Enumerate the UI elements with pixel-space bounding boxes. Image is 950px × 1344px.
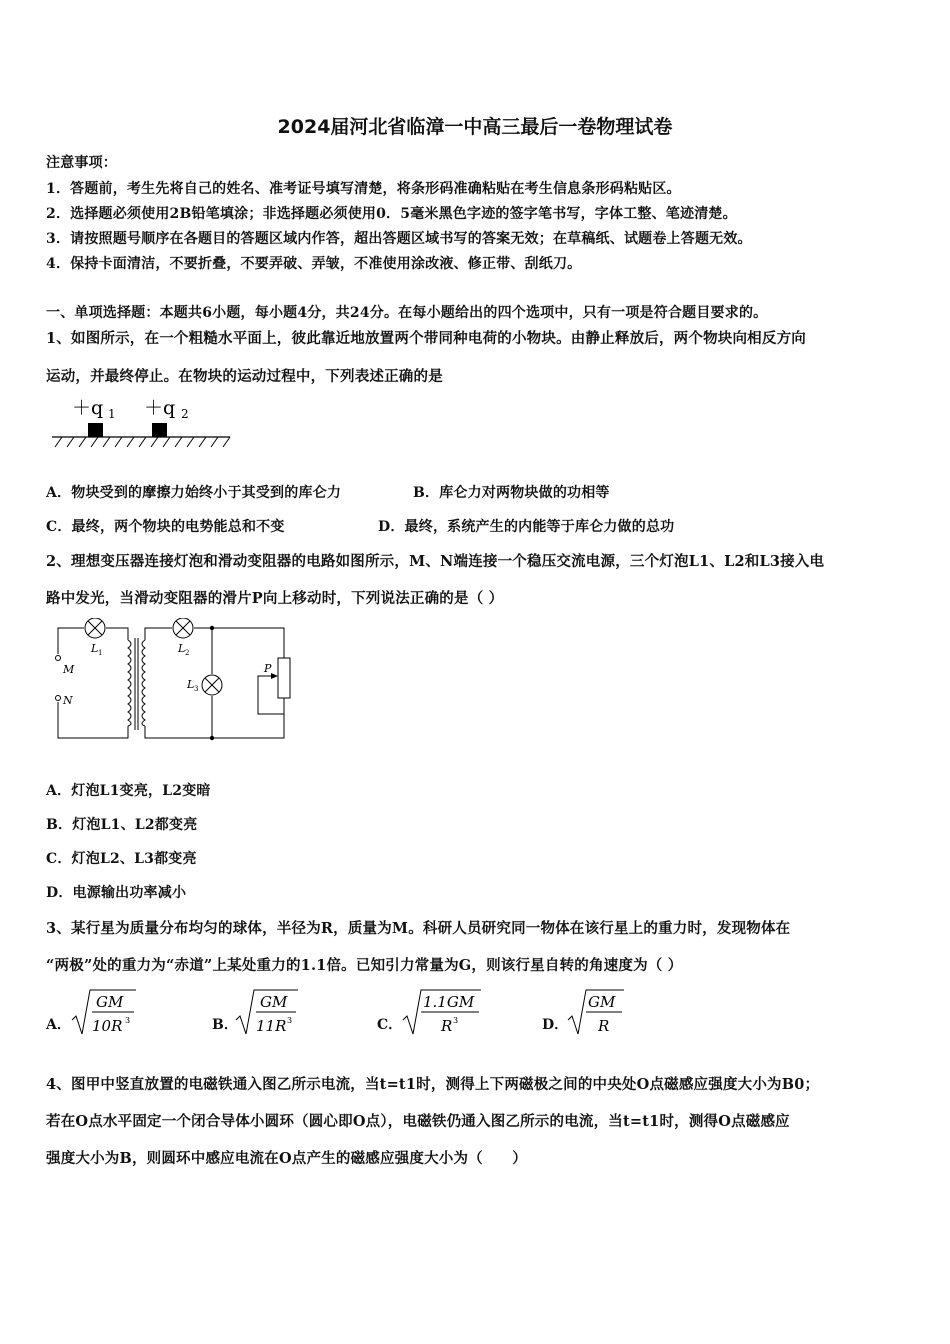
q4-stem-line1: 4、图甲中竖直放置的电磁铁通入图乙所示电流，当t=t1时，测得上下两磁极之间的中央处O点磁感应强度大小为B0； — [46, 1076, 820, 1093]
q2-stem-line2: 路中发光，当滑动变阻器的滑片P向上移动时，下列说法正确的是（ ） — [46, 590, 504, 607]
q1-option-c: C．最终，两个物块的电势能总和不变 — [46, 519, 285, 535]
q1-option-a: A．物块受到的摩擦力始终小于其受到的库仑力 — [46, 485, 342, 501]
q3-a-den: 10R — [92, 1017, 123, 1035]
q3-c-exp: 3 — [453, 1016, 459, 1025]
q2-rheostat — [278, 658, 290, 698]
q3-stem-line2: “两极”处的重力为“赤道”上某处重力的1.1倍。已知引力常量为G，则该行星自转的角速度为（ ） — [46, 957, 683, 974]
q1-option-b: B．库仑力对两物块做的功相等 — [413, 485, 610, 501]
q4-stem-line2: 若在O点水平固定一个闭合导体小圆环（圆心即O点），电磁铁仍通入图乙所示的电流，当t=t1时，测得O点磁感应 — [46, 1113, 790, 1130]
notice-item-4: 4．保持卡面清洁，不要折叠，不要弄破、弄皱，不准使用涂改液、修正带、刮纸刀。 — [46, 256, 582, 272]
q2-label-l3: L — [187, 678, 195, 691]
q3-b-num: GM — [260, 993, 288, 1011]
q2-secondary-coil — [142, 640, 145, 726]
q3-option-c-label: C． — [377, 1017, 403, 1033]
q3-option-b-label: B． — [212, 1017, 238, 1033]
q2-terminal-n — [56, 696, 61, 701]
q1-stem-line2: 运动，并最终停止。在物块的运动过程中，下列表述正确的是 — [46, 368, 443, 385]
q1-charge2-label: ＋q — [144, 397, 176, 419]
q2-label-l2-sub: 2 — [185, 649, 190, 657]
q3-c-den: R — [441, 1017, 453, 1035]
q2-label-l3-sub: 3 — [194, 685, 199, 693]
q2-label-p: P — [264, 662, 272, 675]
q3-c-num: 1.1GM — [423, 993, 475, 1011]
page-title: 2024届河北省临漳一中高三最后一卷物理试卷 — [277, 116, 673, 138]
q2-slider-arrow — [271, 673, 278, 679]
q3-option-c-formula — [401, 986, 501, 1040]
q3-option-b-formula — [234, 986, 324, 1040]
notice-item-3: 3．请按照题号顺序在各题目的答题区域内作答，超出答题区域书写的答案无效；在草稿纸、试题卷上答题无效。 — [46, 231, 752, 247]
notice-heading: 注意事项： — [46, 155, 117, 171]
q3-b-den: 11R — [256, 1017, 287, 1035]
q2-circuit-figure — [44, 618, 304, 746]
q3-a-exp: 3 — [125, 1016, 131, 1025]
q1-block2 — [152, 423, 167, 437]
q1-stem-line1: 1、如图所示，在一个粗糙水平面上，彼此靠近地放置两个带同种电荷的小物块。由静止释放后，两个物块向相反方向 — [46, 330, 806, 347]
q2-stem-line1: 2、理想变压器连接灯泡和滑动变阻器的电路如图所示，M、N端连接一个稳压交流电源，三个灯泡L1、L2和L3接入电 — [46, 553, 825, 570]
q3-stem-line1: 3、某行星为质量分布均匀的球体，半径为R，质量为M。科研人员研究同一物体在该行星上的重力时，发现物体在 — [46, 920, 791, 937]
q3-d-den: R — [598, 1017, 610, 1035]
q4-stem-line3: 强度大小为B，则圆环中感应电流在O点产生的磁感应强度大小为（ ） — [46, 1150, 527, 1167]
q2-option-c: C．灯泡L2、L3都变亮 — [46, 851, 197, 867]
q3-b-exp: 3 — [287, 1016, 293, 1025]
q3-option-a-label: A． — [46, 1017, 71, 1033]
q2-label-m: M — [63, 663, 75, 676]
q1-charge1-sub: 1 — [108, 407, 116, 421]
q3-d-num: GM — [588, 993, 616, 1011]
q2-terminal-m — [56, 656, 61, 661]
q1-option-d: D．最终，系统产生的内能等于库仑力做的总功 — [378, 519, 675, 535]
q2-junction-top — [210, 626, 214, 630]
q2-lamp-l1 — [85, 618, 105, 638]
q2-option-d: D．电源输出功率减小 — [46, 885, 187, 901]
notice-item-1: 1．答题前，考生先将自己的姓名、准考证号填写清楚，将条形码准确粘贴在考生信息条形码粘贴区。 — [46, 181, 681, 197]
notice-item-2: 2．选择题必须使用2B铅笔填涂；非选择题必须使用0．5毫米黑色字迹的签字笔书写，字体工整、笔迹清楚。 — [46, 206, 737, 222]
q2-lamp-l3 — [202, 675, 222, 695]
q1-charge1-label: ＋q — [72, 397, 104, 419]
q1-block1 — [88, 423, 103, 437]
q2-label-l1-sub: 1 — [98, 649, 103, 657]
q3-option-d-formula — [566, 986, 636, 1040]
q3-a-num: GM — [96, 993, 124, 1011]
q2-lamp-l2 — [173, 618, 193, 638]
q3-option-d-label: D． — [542, 1017, 569, 1033]
q2-label-n: N — [63, 694, 73, 707]
q2-option-b: B．灯泡L1、L2都变亮 — [46, 817, 198, 833]
q3-option-a-formula — [70, 986, 160, 1040]
q2-primary-coil — [128, 640, 131, 726]
q2-label-l2: L — [178, 642, 186, 655]
section-heading: 一、单项选择题：本题共6小题，每小题4分，共24分。在每小题给出的四个选项中，只有一项是符合题目要求的。 — [46, 305, 768, 321]
q2-option-a: A．灯泡L1变亮，L2变暗 — [46, 783, 211, 799]
q1-ground-hatch — [55, 437, 230, 447]
q1-charge2-sub: 2 — [181, 407, 189, 421]
q1-figure — [46, 392, 236, 454]
q2-label-l1: L — [91, 642, 99, 655]
q2-junction-bottom — [210, 736, 214, 740]
